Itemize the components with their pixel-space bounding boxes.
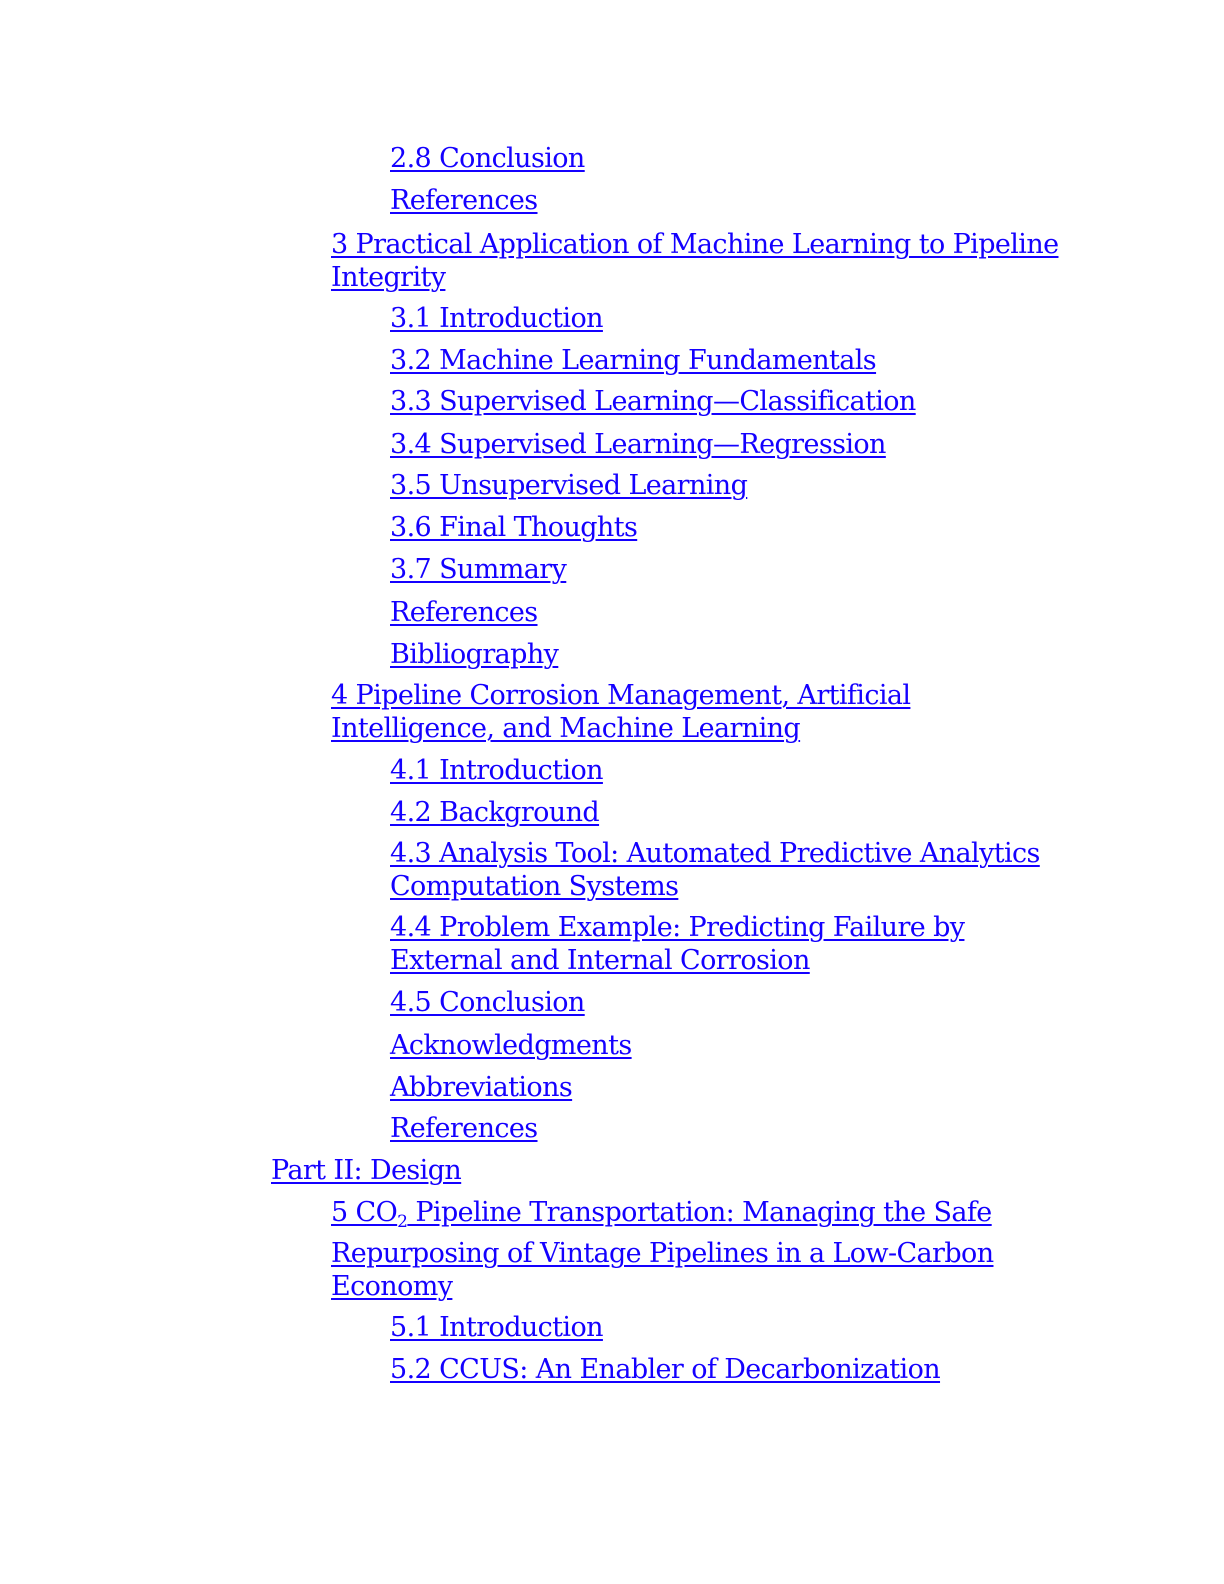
toc-link-4-3-line-1[interactable]: 4.3 Analysis Tool: Automated Predictive Analytics [390, 838, 1040, 869]
toc-link-5-2-ccus[interactable]: 5.2 CCUS: An Enabler of Decarbonization [390, 1354, 941, 1385]
toc-link-chapter-5-line-3[interactable]: Economy [331, 1271, 453, 1302]
toc-link-chapter-4-line-1[interactable]: 4 Pipeline Corrosion Management, Artificial [331, 680, 911, 711]
toc-link-part-2-design[interactable]: Part II: Design [271, 1155, 462, 1186]
toc-link-chapter-5-line-2[interactable]: Repurposing of Vintage Pipelines in a Low-Carbon [331, 1238, 994, 1269]
toc-link-5-1-introduction[interactable]: 5.1 Introduction [390, 1312, 603, 1343]
toc-link-chapter-4-line-2[interactable]: Intelligence, and Machine Learning [331, 713, 801, 744]
toc-link-acknowledgments[interactable]: Acknowledgments [390, 1030, 632, 1061]
toc-link-4-4-line-2[interactable]: External and Internal Corrosion [390, 945, 810, 976]
toc-link-2-8-conclusion[interactable]: 2.8 Conclusion [390, 143, 585, 174]
toc-link-4-3-line-2[interactable]: Computation Systems [390, 871, 679, 902]
toc-link-references[interactable]: References [390, 597, 538, 628]
co2-subscript: 2 [397, 1212, 408, 1232]
toc-link-abbreviations[interactable]: Abbreviations [390, 1072, 573, 1103]
toc-link-bibliography[interactable]: Bibliography [390, 639, 559, 670]
toc-link-4-1-introduction[interactable]: 4.1 Introduction [390, 755, 603, 786]
toc-link-3-2-ml-fundamentals[interactable]: 3.2 Machine Learning Fundamentals [390, 345, 877, 376]
toc-link-4-4-line-1[interactable]: 4.4 Problem Example: Predicting Failure by [390, 912, 965, 943]
toc-link-3-3-classification[interactable]: 3.3 Supervised Learning—Classification [390, 386, 916, 417]
toc-link-3-7-summary[interactable]: 3.7 Summary [390, 554, 567, 585]
toc-link-4-2-background[interactable]: 4.2 Background [390, 797, 600, 828]
toc-link-3-5-unsupervised[interactable]: 3.5 Unsupervised Learning [390, 470, 748, 501]
toc-link-references[interactable]: References [390, 1113, 538, 1144]
toc-link-3-4-regression[interactable]: 3.4 Supervised Learning—Regression [390, 429, 886, 460]
chapter-5-line-1-rest: Pipeline Transportation: Managing the Safe [407, 1197, 992, 1228]
toc-link-chapter-5-line-1[interactable] [331, 1196, 992, 1232]
chapter-5-prefix: 5 CO [331, 1197, 398, 1228]
toc-link-3-1-introduction[interactable]: 3.1 Introduction [390, 303, 603, 334]
toc-link-chapter-3-line-2[interactable]: Integrity [331, 262, 446, 293]
toc-link-3-6-final-thoughts[interactable]: 3.6 Final Thoughts [390, 512, 638, 543]
toc-link-references[interactable]: References [390, 185, 538, 216]
toc-link-chapter-3-line-1[interactable]: 3 Practical Application of Machine Learning to Pipeline [331, 229, 1059, 260]
toc-link-4-5-conclusion[interactable]: 4.5 Conclusion [390, 987, 585, 1018]
